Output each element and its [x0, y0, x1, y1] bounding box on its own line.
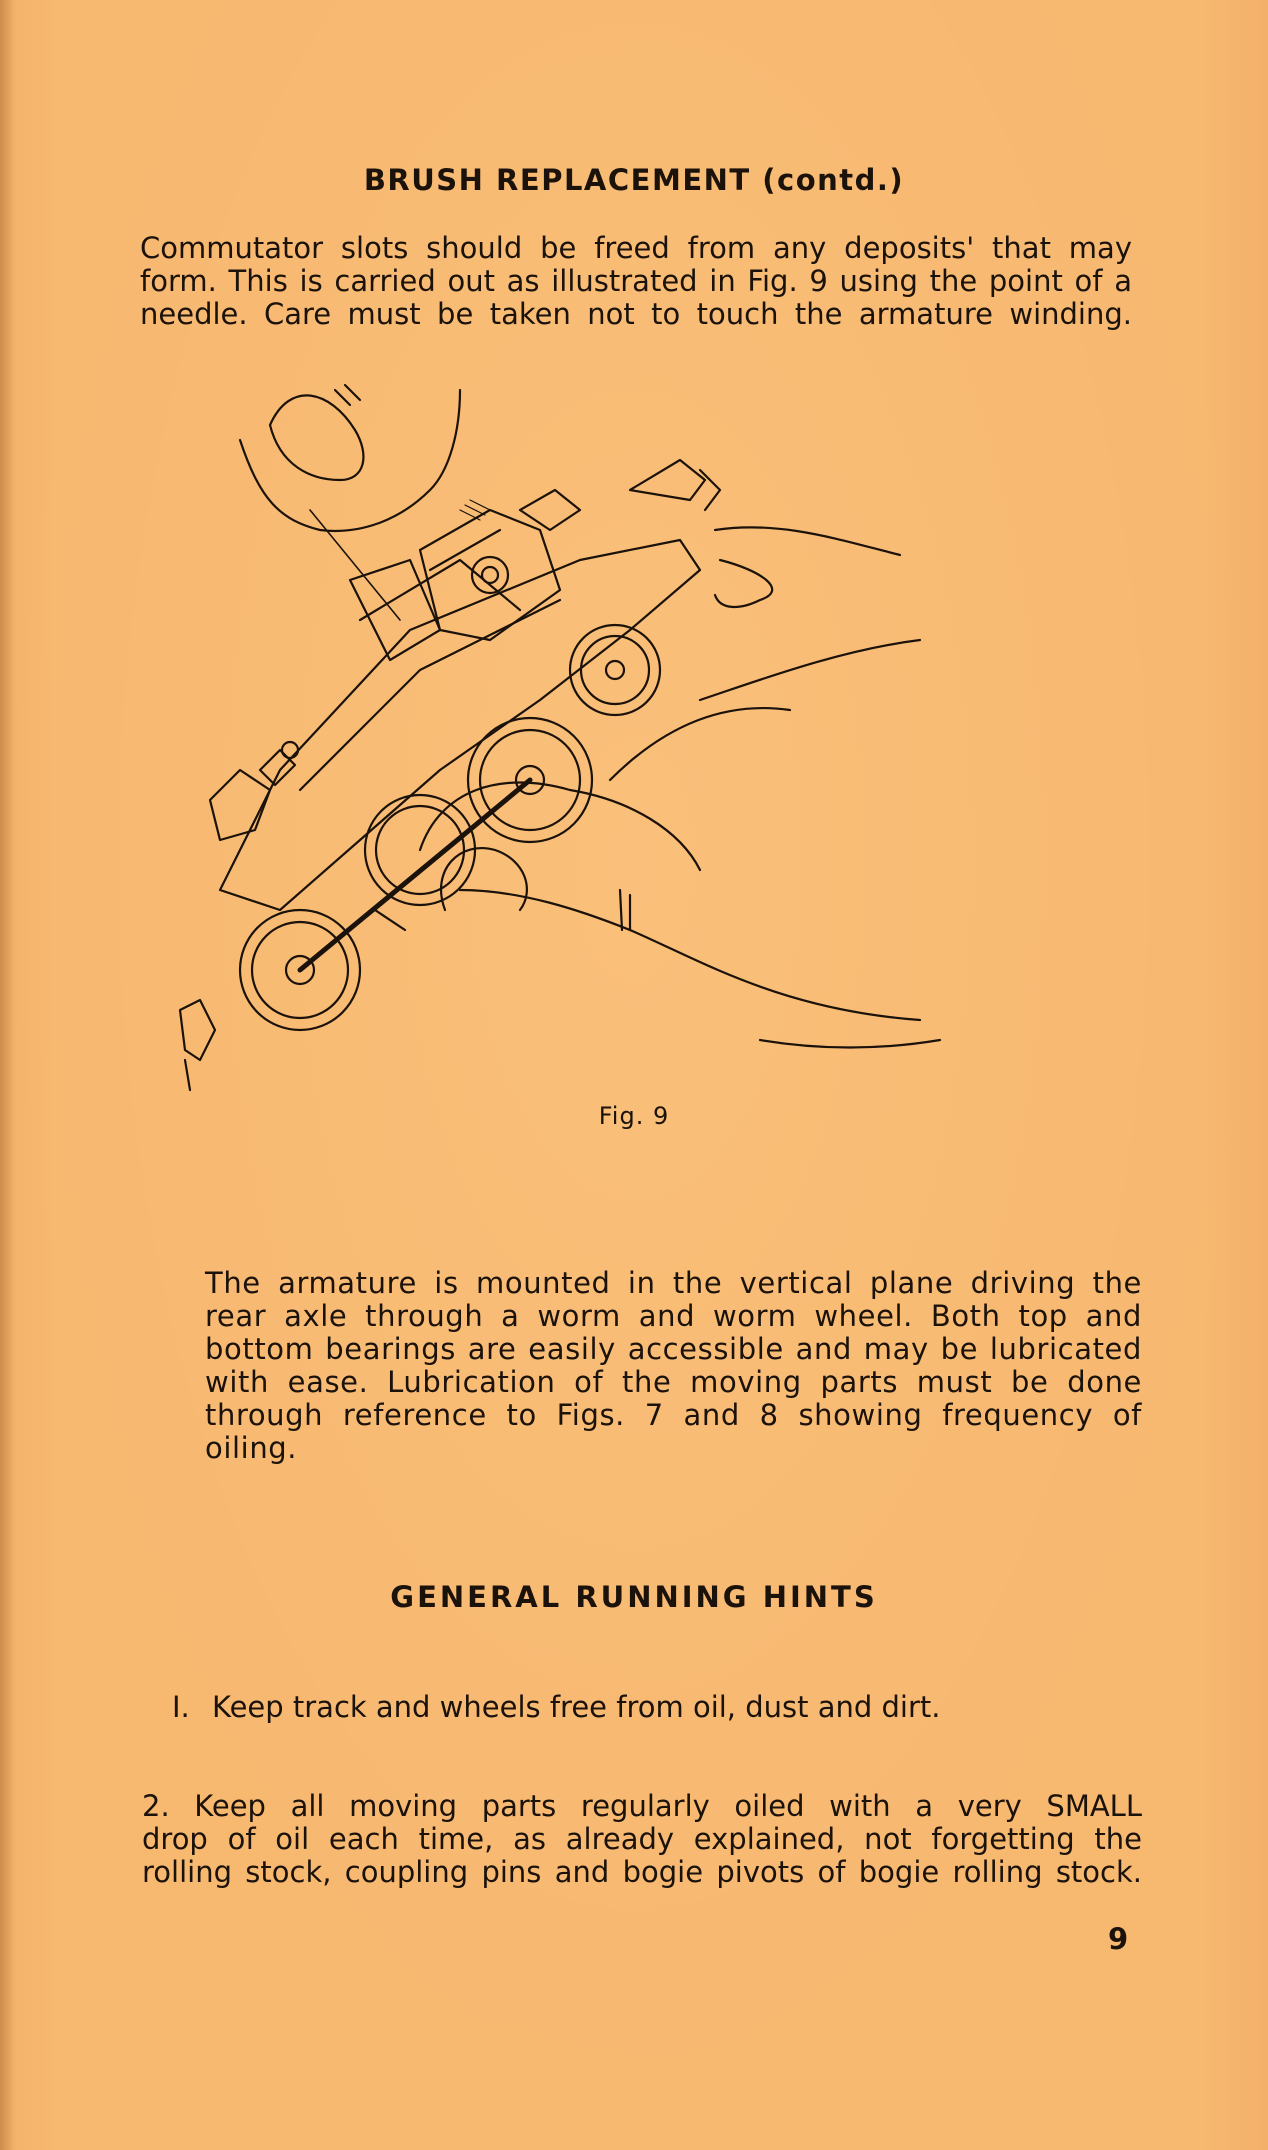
armature-paragraph: [205, 1267, 1142, 1465]
page-number: 9: [1108, 1922, 1129, 1956]
brush-replacement-heading: BRUSH REPLACEMENT (contd.): [363, 163, 905, 197]
hint-1-number: I.: [172, 1690, 190, 1724]
paragraph-line: bottom bearings are easily accessible and may be lubricated: [205, 1332, 1142, 1366]
paragraph-line: Commutator slots should be freed from any deposits' that may: [140, 231, 1132, 265]
paragraph-line: rolling stock, coupling pins and bogie pivots of bogie rolling stock.: [142, 1855, 1142, 1889]
hint-1-text: Keep track and wheels free from oil, dust and dirt.: [212, 1690, 941, 1724]
paragraph-line: 2. Keep all moving parts regularly oiled with a very SMALL: [142, 1789, 1142, 1823]
paragraph-line: needle. Care must be taken not to touch the armature winding.: [140, 297, 1132, 331]
figure-caption: Fig. 9: [598, 1102, 670, 1130]
locomotive-chassis-illustration: [160, 370, 1100, 1110]
brush-replacement-paragraph: [140, 232, 1132, 331]
paragraph-line: drop of oil each time, as already explained, not forgetting the: [142, 1822, 1142, 1856]
paragraph-line: The armature is mounted in the vertical plane driving the: [205, 1266, 1142, 1300]
paragraph-line: with ease. Lubrication of the moving parts must be done: [205, 1365, 1142, 1399]
paragraph-line: rear axle through a worm and worm wheel. Both top and: [205, 1299, 1142, 1333]
page-spine-shadow: [0, 0, 14, 2150]
paragraph-line: form. This is carried out as illustrated in Fig. 9 using the point of a: [140, 264, 1132, 298]
general-running-hints-heading: GENERAL RUNNING HINTS: [390, 1580, 878, 1614]
hint-1: [172, 1690, 940, 1724]
hint-2-paragraph: [142, 1790, 1142, 1889]
paragraph-line: through reference to Figs. 7 and 8 showing frequency of oiling.: [205, 1398, 1142, 1465]
